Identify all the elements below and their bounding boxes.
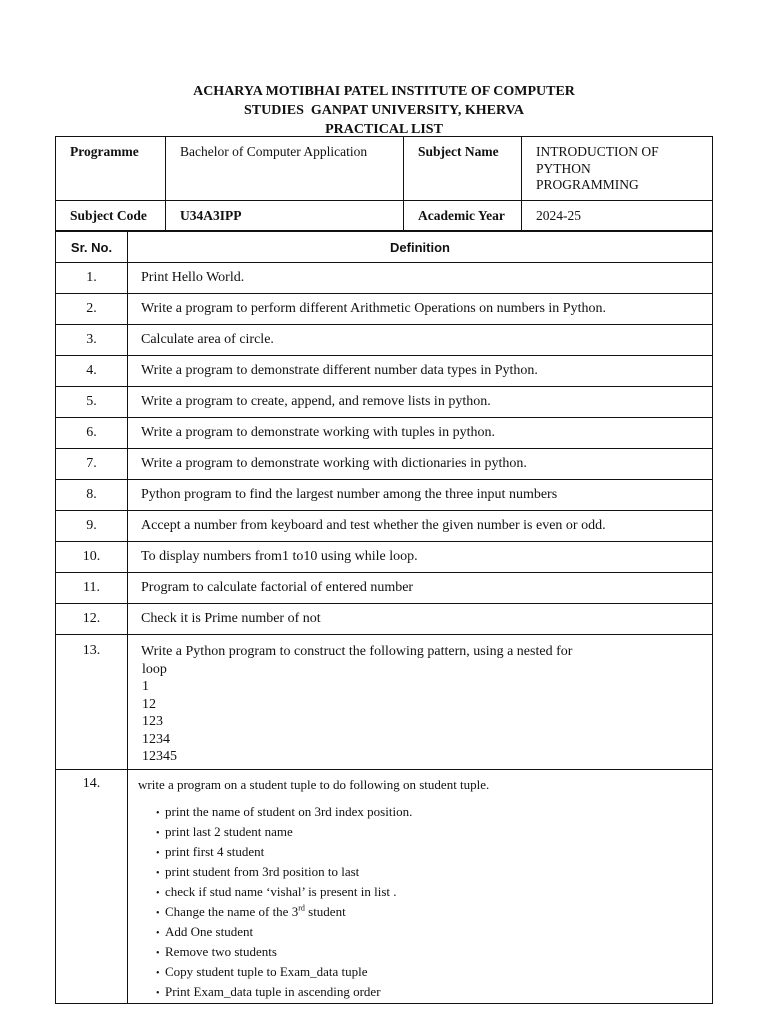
practical-list-table — [55, 231, 713, 1004]
row-definition: Calculate area of circle. — [128, 325, 713, 356]
programme-label: Programme — [56, 137, 166, 201]
course-info-table — [55, 136, 713, 231]
document-header — [0, 82, 768, 139]
table-row — [56, 573, 713, 604]
pattern-line: 12 — [142, 696, 156, 712]
column-header-srno: Sr. No. — [56, 232, 128, 263]
row-number: 11. — [56, 573, 128, 604]
table-row — [56, 325, 713, 356]
row-number: 12. — [56, 604, 128, 635]
subject-code-label: Subject Code — [56, 201, 166, 231]
row-number: 4. — [56, 356, 128, 387]
institute-name-line-1: ACHARYA MOTIBHAI PATEL INSTITUTE OF COMPUTER — [193, 84, 575, 99]
column-header-definition: Definition — [128, 232, 713, 263]
list-item: • Copy student tuple to Exam_data tuple — [156, 963, 712, 983]
row-definition: Print Hello World. — [128, 263, 713, 294]
table-row — [56, 542, 713, 573]
info-row-code — [56, 201, 713, 231]
list-item: • Change the name of the 3rd student — [156, 903, 712, 923]
row-definition: Check it is Prime number of not — [128, 604, 713, 635]
pattern-line: 1 — [142, 679, 149, 694]
row-number: 9. — [56, 511, 128, 542]
list-item: • print first 4 student — [156, 843, 712, 863]
pattern-line: 12345 — [142, 749, 177, 764]
programme-value: Bachelor of Computer Application — [166, 137, 404, 201]
list-item: • print the name of student on 3rd index position. — [156, 803, 712, 823]
academic-year-value: 2024-25 — [522, 201, 713, 231]
row-definition: Write a program to demonstrate working with dictionaries in python. — [128, 449, 713, 480]
list-item: • print last 2 student name — [156, 823, 712, 843]
list-item: • Remove two students — [156, 943, 712, 963]
table-row — [56, 294, 713, 325]
institute-name-line-2: STUDIES GANPAT UNIVERSITY, KHERVA — [244, 103, 524, 118]
table-row — [56, 356, 713, 387]
student-tuple-intro: write a program on a student tuple to do following on student tuple. — [138, 777, 490, 792]
row-definition: Python program to find the largest number among the three input numbers — [128, 480, 713, 511]
table-row — [56, 604, 713, 635]
row-definition: Write a program to create, append, and remove lists in python. — [128, 387, 713, 418]
subject-name-label: Subject Name — [404, 137, 522, 201]
table-row — [56, 418, 713, 449]
row-number: 3. — [56, 325, 128, 356]
document-title: PRACTICAL LIST — [325, 122, 443, 137]
pattern-line: 1234 — [142, 731, 170, 747]
row-definition: To display numbers from1 to10 using while loop. — [128, 542, 713, 573]
row-number: 8. — [56, 480, 128, 511]
table-row — [56, 480, 713, 511]
student-tuple-task-list — [138, 803, 712, 1003]
info-row-programme — [56, 137, 713, 201]
row-number: 5. — [56, 387, 128, 418]
row-number: 14. — [56, 770, 128, 1004]
row-definition: Write a program to demonstrate different number data types in Python. — [128, 356, 713, 387]
table-header-row — [56, 232, 713, 263]
row-number: 6. — [56, 418, 128, 449]
table-row — [56, 770, 713, 1004]
row-definition-pattern — [128, 635, 713, 770]
row-definition: Accept a number from keyboard and test whether the given number is even or odd. — [128, 511, 713, 542]
row-number: 7. — [56, 449, 128, 480]
list-item: • check if stud name ‘vishal’ is present in list . — [156, 883, 712, 903]
row-definition-student-tuple — [128, 770, 713, 1004]
table-row — [56, 449, 713, 480]
list-item: • Add One student — [156, 923, 712, 943]
row-number: 1. — [56, 263, 128, 294]
table-row — [56, 263, 713, 294]
pattern-instruction-line-1: Write a Python program to construct the following pattern, using a nested for — [141, 644, 573, 659]
row-number: 2. — [56, 294, 128, 325]
pattern-instruction-line-2: loop — [142, 661, 167, 677]
row-definition: Write a program to perform different Arithmetic Operations on numbers in Python. — [128, 294, 713, 325]
subject-name-value: INTRODUCTION OF PYTHON PROGRAMMING — [522, 137, 713, 201]
row-definition: Program to calculate factorial of entered number — [128, 573, 713, 604]
subject-code-value: U34A3IPP — [166, 201, 404, 231]
academic-year-label: Academic Year — [404, 201, 522, 231]
row-number: 13. — [56, 635, 128, 770]
pattern-line: 123 — [142, 714, 163, 729]
row-number: 10. — [56, 542, 128, 573]
table-row — [56, 635, 713, 770]
list-item: • Print Exam_data tuple in ascending order — [156, 983, 712, 1003]
list-item: • print student from 3rd position to last — [156, 863, 712, 883]
table-row — [56, 387, 713, 418]
table-row — [56, 511, 713, 542]
row-definition: Write a program to demonstrate working with tuples in python. — [128, 418, 713, 449]
